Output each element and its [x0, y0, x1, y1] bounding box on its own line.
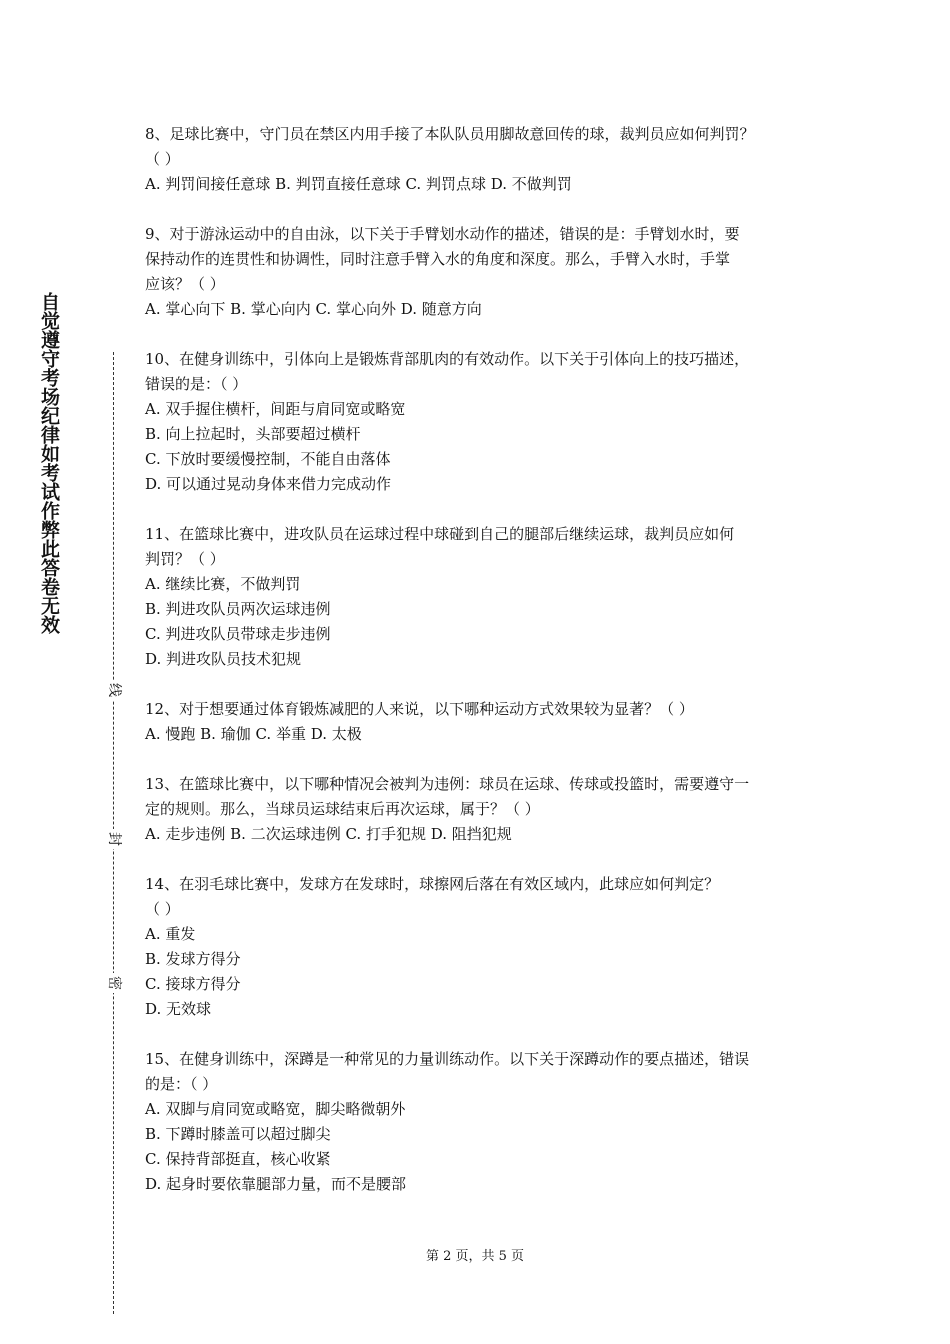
question-block: [145, 222, 825, 322]
question-option: C. 接球方得分: [145, 975, 241, 993]
question-stem-line: 15、在健身训练中，深蹲是一种常见的力量训练动作。以下关于深蹲动作的要点描述，错误: [145, 1050, 750, 1068]
question-option: D. 判进攻队员技术犯规: [145, 650, 302, 668]
question-stem-line: （ ）: [145, 900, 180, 918]
question-block: [145, 697, 825, 747]
question-stem-line: 的是：（ ）: [145, 1075, 218, 1093]
question-stem-line: 保持动作的连贯性和协调性，同时注意手臂入水的角度和深度。那么，手臂入水时，手掌: [145, 250, 731, 268]
question-option: A. 双脚与肩同宽或略宽，脚尖略微朝外: [145, 1100, 406, 1118]
question-option: A. 走步违例 B. 二次运球违例 C. 打手犯规 D. 阻挡犯规: [145, 825, 512, 843]
question-block: [145, 122, 825, 197]
exam-discipline-notice: 自觉遵守考场纪律如考试作弊此答卷无效: [38, 292, 60, 634]
binding-char-seal: 封: [105, 829, 123, 849]
question-block: [145, 522, 825, 672]
question-option: B. 发球方得分: [145, 950, 241, 968]
question-block: [145, 1047, 825, 1197]
page-footer: 第 2 页，共 5 页: [425, 1249, 525, 1264]
question-option: D. 起身时要依靠腿部力量，而不是腰部: [145, 1175, 407, 1193]
question-stem-line: 14、在羽毛球比赛中，发球方在发球时，球擦网后落在有效区域内，此球应如何判定？: [145, 875, 720, 893]
question-stem-line: 9、对于游泳运动中的自由泳，以下关于手臂划水动作的描述，错误的是：手臂划水时，要: [145, 225, 740, 243]
question-option: A. 继续比赛，不做判罚: [145, 575, 301, 593]
question-list: [145, 122, 825, 1222]
question-option: A. 双手握住横杆，间距与肩同宽或略宽: [145, 400, 406, 418]
question-stem-line: 判罚？（ ）: [145, 550, 225, 568]
question-option: C. 判进攻队员带球走步违例: [145, 625, 331, 643]
question-block: [145, 347, 825, 497]
question-stem-line: 10、在健身训练中，引体向上是锻炼背部肌肉的有效动作。以下关于引体向上的技巧描述，: [145, 350, 750, 368]
question-stem-line: 应该？（ ）: [145, 275, 225, 293]
question-stem-line: 12、对于想要通过体育锻炼减肥的人来说，以下哪种运动方式效果较为显著？（ ）: [145, 700, 694, 718]
question-option: D. 无效球: [145, 1000, 212, 1018]
question-option: D. 可以通过晃动身体来借力完成动作: [145, 475, 392, 493]
question-stem-line: 8、足球比赛中，守门员在禁区内用手接了本队队员用脚故意回传的球，裁判员应如何判罚？: [145, 125, 755, 143]
binding-char-line: 线: [105, 680, 123, 700]
question-option: B. 判进攻队员两次运球违例: [145, 600, 331, 618]
question-option: B. 下蹲时膝盖可以超过脚尖: [145, 1125, 331, 1143]
question-option: A. 慢跑 B. 瑜伽 C. 举重 D. 太极: [145, 725, 362, 743]
question-option: C. 保持背部挺直，核心收紧: [145, 1150, 331, 1168]
question-block: [145, 872, 825, 1022]
binding-char-secret: 密: [105, 973, 123, 993]
question-stem-line: 13、在篮球比赛中，以下哪种情况会被判为违例：球员在运球、传球或投篮时，需要遵守一: [145, 775, 750, 793]
question-option: A. 重发: [145, 925, 196, 943]
question-block: [145, 772, 825, 847]
question-stem-line: （ ）: [145, 150, 180, 168]
question-option: A. 掌心向下 B. 掌心向内 C. 掌心向外 D. 随意方向: [145, 300, 482, 318]
question-option: B. 向上拉起时，头部要超过横杆: [145, 425, 361, 443]
question-stem-line: 定的规则。那么，当球员运球结束后再次运球，属于？（ ）: [145, 800, 540, 818]
question-stem-line: 错误的是：（ ）: [145, 375, 248, 393]
question-stem-line: 11、在篮球比赛中，进攻队员在运球过程中球碰到自己的腿部后继续运球，裁判员应如何: [145, 525, 735, 543]
question-option: A. 判罚间接任意球 B. 判罚直接任意球 C. 判罚点球 D. 不做判罚: [145, 175, 572, 193]
question-option: C. 下放时要缓慢控制，不能自由落体: [145, 450, 391, 468]
